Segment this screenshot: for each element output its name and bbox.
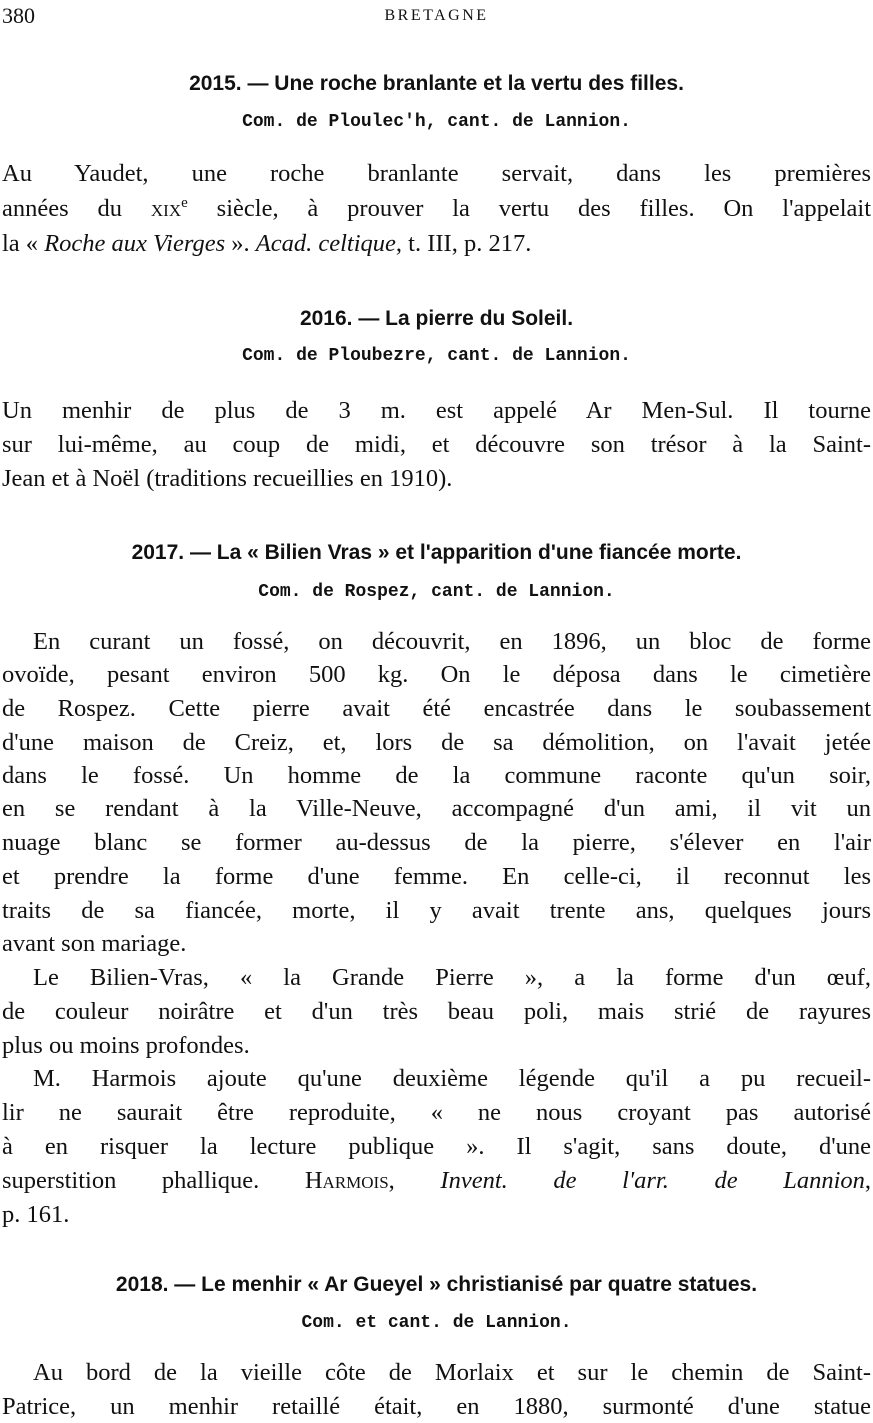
entry-commune: Com. de Rospez, cant. de Lannion. [258,582,615,602]
entry-title: 2016. — La pierre du Soleil. [299,307,574,330]
text-line: M. Harmois ajoute qu'une deuxième légende qu'il a pu recueil- [33,1065,871,1092]
roman-numeral: xix [150,195,182,222]
text-run: , [388,1167,395,1194]
text-line: Un menhir de plus de 3 m. est appelé Ar Men-Sul. Il tourne [2,397,871,424]
text-line: en se rendant à la Ville-Neuve, accompagné d'un ami, il vit un [2,795,871,822]
text-line: d'une maison de Creiz, et, lors de sa démolition, on l'avait jetée [2,729,871,756]
text-run: la « [2,230,39,257]
text-line: plus ou moins profondes. [2,1032,250,1059]
entry-commune: Com. de Ploubezre, cant. de Lannion. [242,346,631,366]
superscript: e [181,194,188,211]
text-line: dans le fossé. Un homme de la commune raconte qu'un soir, [2,762,871,789]
text-line: ovoïde, pesant environ 500 kg. On le déposa dans le cimetière [2,661,871,688]
text-line: En curant un fossé, on découvrit, en 1896, un bloc de forme [33,628,871,655]
text-line: traits de sa fiancée, morte, il y avait trente ans, quelques jours [2,897,871,924]
author-name: Harmois [304,1167,389,1194]
text-line: Au bord de la vieille côte de Morlaix et sur le chemin de Saint- [33,1359,871,1386]
text-line: avant son mariage. [2,930,187,957]
text-line: nuage blanc se former au-dessus de la pierre, s'élever en l'air [2,829,871,856]
text-line [2,228,871,260]
entry-title: 2017. — La « Bilien Vras » et l'apparition d'une fiancée morte. [131,541,742,564]
text-line: de Rospez. Cette pierre avait été encastrée dans le soubassement [2,695,871,722]
entry-commune: Com. de Ploulec'h, cant. de Lannion. [242,112,631,132]
text-line: p. 161. [2,1201,70,1228]
text-line: Au Yaudet, une roche branlante servait, dans les premières [2,160,871,187]
running-head [0,4,873,28]
text-line: lir ne saurait être reproduite, « ne nous croyant pas autorisé [2,1099,871,1126]
text-line [2,1165,871,1197]
page-number: 380 [2,3,35,28]
text-line: Patrice, un menhir retaillé était, en 1880, surmonté d'une statue [2,1393,871,1420]
text-run: ». [231,230,250,257]
running-title: BRETAGNE [384,7,489,24]
entry-title: 2015. — Une roche branlante et la vertu des filles. [189,72,684,95]
text-run: , t. III, p. 217. [395,230,532,257]
text-line: et prendre la forme d'une femme. En celle-ci, il reconnut les [2,863,871,890]
entry-title: 2018. — Le menhir « Ar Gueyel » christianisé par quatre statues. [115,1273,758,1296]
italic-run: Acad. celtique [255,230,396,257]
text-run: siècle, à prouver la vertu des filles. On l'appelait [216,195,872,222]
italic-run: Invent. de l'arr. de Lannion [440,1167,865,1194]
text-run: , [864,1167,872,1194]
text-line: Jean et à Noël (traditions recueillies en 1910). [2,465,453,492]
text-line [2,193,871,225]
text-line: de couleur noirâtre et d'un très beau poli, mais strié de rayures [2,998,871,1025]
text-run: superstition phallique. [2,1167,260,1194]
text-line: à en risquer la lecture publique ». Il s'agit, sans doute, d'une [2,1133,871,1160]
italic-run: Roche aux Vierges [44,230,226,257]
text-line: sur lui-même, au coup de midi, et découvre son trésor à la Saint- [2,431,871,458]
entry-commune: Com. et cant. de Lannion. [301,1313,572,1333]
text-line: Le Bilien-Vras, « la Grande Pierre », a la forme d'un œuf, [33,964,871,991]
text-run: années du [2,195,123,222]
